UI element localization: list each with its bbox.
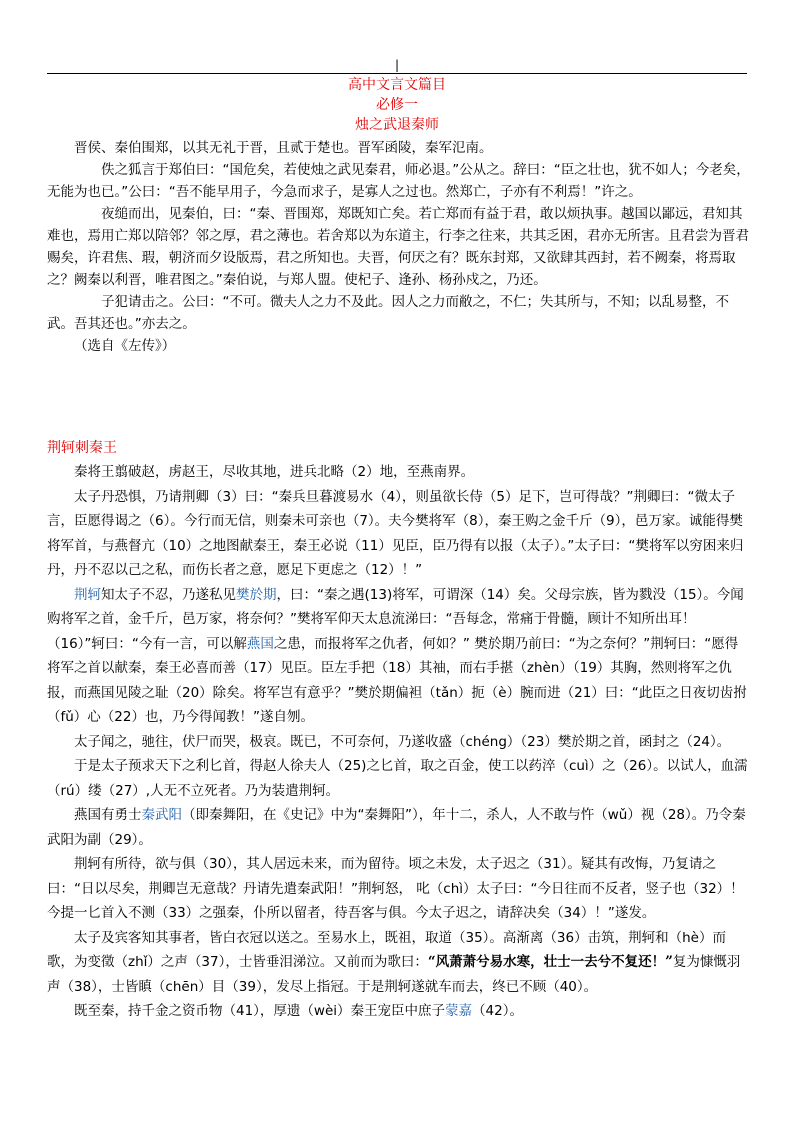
paragraph: 太子闻之，驰往，伏尸而哭，极哀。既已，不可奈何，乃遂收盛（chéng）（23）樊於期之首，函封之（24）。 — [74, 733, 731, 750]
paragraph — [47, 803, 750, 852]
paragraph: 子犯请击之。公曰：“不可。微夫人之力不及此。因人之力而敝之，不仁；失其所与，不知；以乱易整，不武。吾其还也。”亦去之。 — [47, 294, 729, 332]
name-link[interactable]: 荆轲 — [74, 586, 101, 603]
article-jingke-body — [47, 460, 750, 1024]
name-link[interactable]: 蒙嘉 — [445, 1003, 473, 1019]
name-link[interactable]: 樊於期 — [236, 586, 277, 603]
paragraph: 佚之狐言于郑伯曰：“国危矣，若使烛之武见秦君，师必退。”公从之。辞曰：“臣之壮也，犹不如人；今老矣，无能为也已。”公曰：“吾不能早用子，今急而求子，是寡人之过也。然郑亡，子亦有不利焉！”许之。 — [47, 162, 750, 200]
volume-title: 必修一 — [376, 97, 418, 113]
name-link[interactable]: 燕国 — [246, 635, 274, 652]
header-rule — [47, 73, 747, 74]
paragraph — [47, 999, 750, 1024]
paragraph: 秦将王翦破赵，虏赵王，尽收其地，进兵北略（2）地，至燕南界。 — [74, 464, 475, 480]
text-span: 太子及宾客知其事者，皆白衣冠以送之。至易水上，既祖，取道（35）。高渐离（36）击筑，荆轲和（hè）而歌，为变徵（zhǐ）之声（37），士皆垂泪涕泣。又前而为歌曰： — [47, 929, 726, 970]
paragraph — [47, 583, 750, 730]
paragraph: 太子丹恐惧，乃请荆卿（3）曰：“秦兵旦暮渡易水（4），则虽欲长侍（5）足下，岂可得哉？”荆卿曰：“微太子言，臣愿得谒之（6）。今行而无信，则秦未可亲也（7）。夫今樊将军（8），秦王购之金千斤（9），邑万家。诚能得樊将军首，与燕督亢（10）之地图献秦王，秦王必说（11）见臣，臣乃得有以报（太子）。”太子曰：“樊将军以穷困来归丹，丹不忍以己之私，而伤长者之意，愿足下更虑之（12）！” — [47, 488, 744, 578]
text-span: （即秦舞阳，在《史记》中为“秦舞阳”），年十二，杀人，人不敢与忤（wǔ）视（28）。乃令秦武阳为副（29）。 — [47, 807, 746, 848]
source-note: （选自《左传》） — [74, 338, 176, 354]
text-span: 复为慷慨羽声（38），士皆瞋（chēn）目（39），发尽上指冠。于是荆轲遂就车而去，终已不顾（40）。 — [47, 954, 741, 995]
article-title-jingke: 荆轲刺秦王 — [47, 440, 117, 456]
song-lyric: “风萧萧兮易水寒，壮士一去兮不复还！” — [427, 954, 673, 970]
title-block — [47, 75, 747, 135]
text-span: 燕国有勇士 — [74, 807, 142, 823]
text-span: 既至秦，持千金之资币物（41），厚遗（wèi）秦王宠臣中庶子 — [74, 1003, 446, 1019]
article-title-zhuzhiwu: 烛之武退秦师 — [355, 117, 439, 133]
header-mark: | — [395, 58, 400, 72]
text-span: ，曰：“秦之遇(13)将军，可谓深（14）矣。父母宗族，皆为戮没（15）。今闻购将军之首，金千斤，邑万家，将奈何？”樊将军仰天太息流涕曰：“吾每念，常痛于骨髓，顾计不知所出耳！（16）”轲曰：“今有一言，可以解 — [47, 586, 744, 652]
text-span: 之患，而报将军之仇者，何如？” 樊於期乃前曰：“为之奈何？”荆轲曰：“愿得将军之首以献秦，秦王必喜而善（17）见臣。臣左手把（18）其袖，而右手揕（zhèn）（19）其胸，然则将军之仇报，而燕国见陵之耻（20）除矣。将军岂有意乎？”樊於期偏袒（tǎn）扼（è）腕而进（21）曰：“此臣之日夜切齿拊（fǔ）心（22）也，乃今得闻教！”遂自刎。 — [47, 635, 747, 725]
document-title: 高中文言文篇目 — [348, 77, 446, 93]
paragraph: 于是太子预求天下之利匕首，得赵人徐夫人（25)之匕首，取之百金，使工以药淬（cuì）之（26）。以试人，血濡（rú）缕（27）,人无不立死者。乃为装遣荆轲。 — [47, 758, 748, 799]
name-link[interactable]: 秦武阳 — [141, 807, 182, 823]
article-zhuzhiwu-body — [47, 137, 750, 357]
text-span: 知太子不忍，乃遂私见 — [101, 586, 236, 603]
paragraph: 荆轲有所待，欲与俱（30），其人居远未来，而为留待。顷之未发，太子迟之（31）。疑其有改悔，乃复请之曰：“日以尽矣，荆卿岂无意哉？丹请先遣秦武阳！”荆轲怒， 叱（chì）太子曰：“今日往而不反者，竖子也（32）！今提一匕首入不测（33）之强秦，仆所以留者，待吾客与俱。今太子迟之，请辞决矣（34）！”遂发。 — [47, 856, 744, 921]
paragraph: 晋侯、秦伯围郑，以其无礼于晋，且贰于楚也。晋军函陵，秦军氾南。 — [74, 140, 493, 156]
text-span: （42）。 — [472, 1003, 523, 1019]
paragraph — [47, 926, 750, 1000]
paragraph: 夜缒而出，见秦伯，曰：“秦、晋围郑，郑既知亡矣。若亡郑而有益于君，敢以烦执事。越国以鄙远，君知其难也，焉用亡郑以陪邻？邻之厚，君之薄也。若舍郑以为东道主，行李之往来，共其乏困，君亦无所害。且君尝为晋君赐矣，许君焦、瑕，朝济而夕设版焉，君之所知也。夫晋，何厌之有？既东封郑，又欲肆其西封，若不阙秦，将焉取之？阙秦以利晋，唯君图之。”秦伯说，与郑人盟。使杞子、逢孙、杨孙戍之，乃还。 — [47, 206, 749, 288]
